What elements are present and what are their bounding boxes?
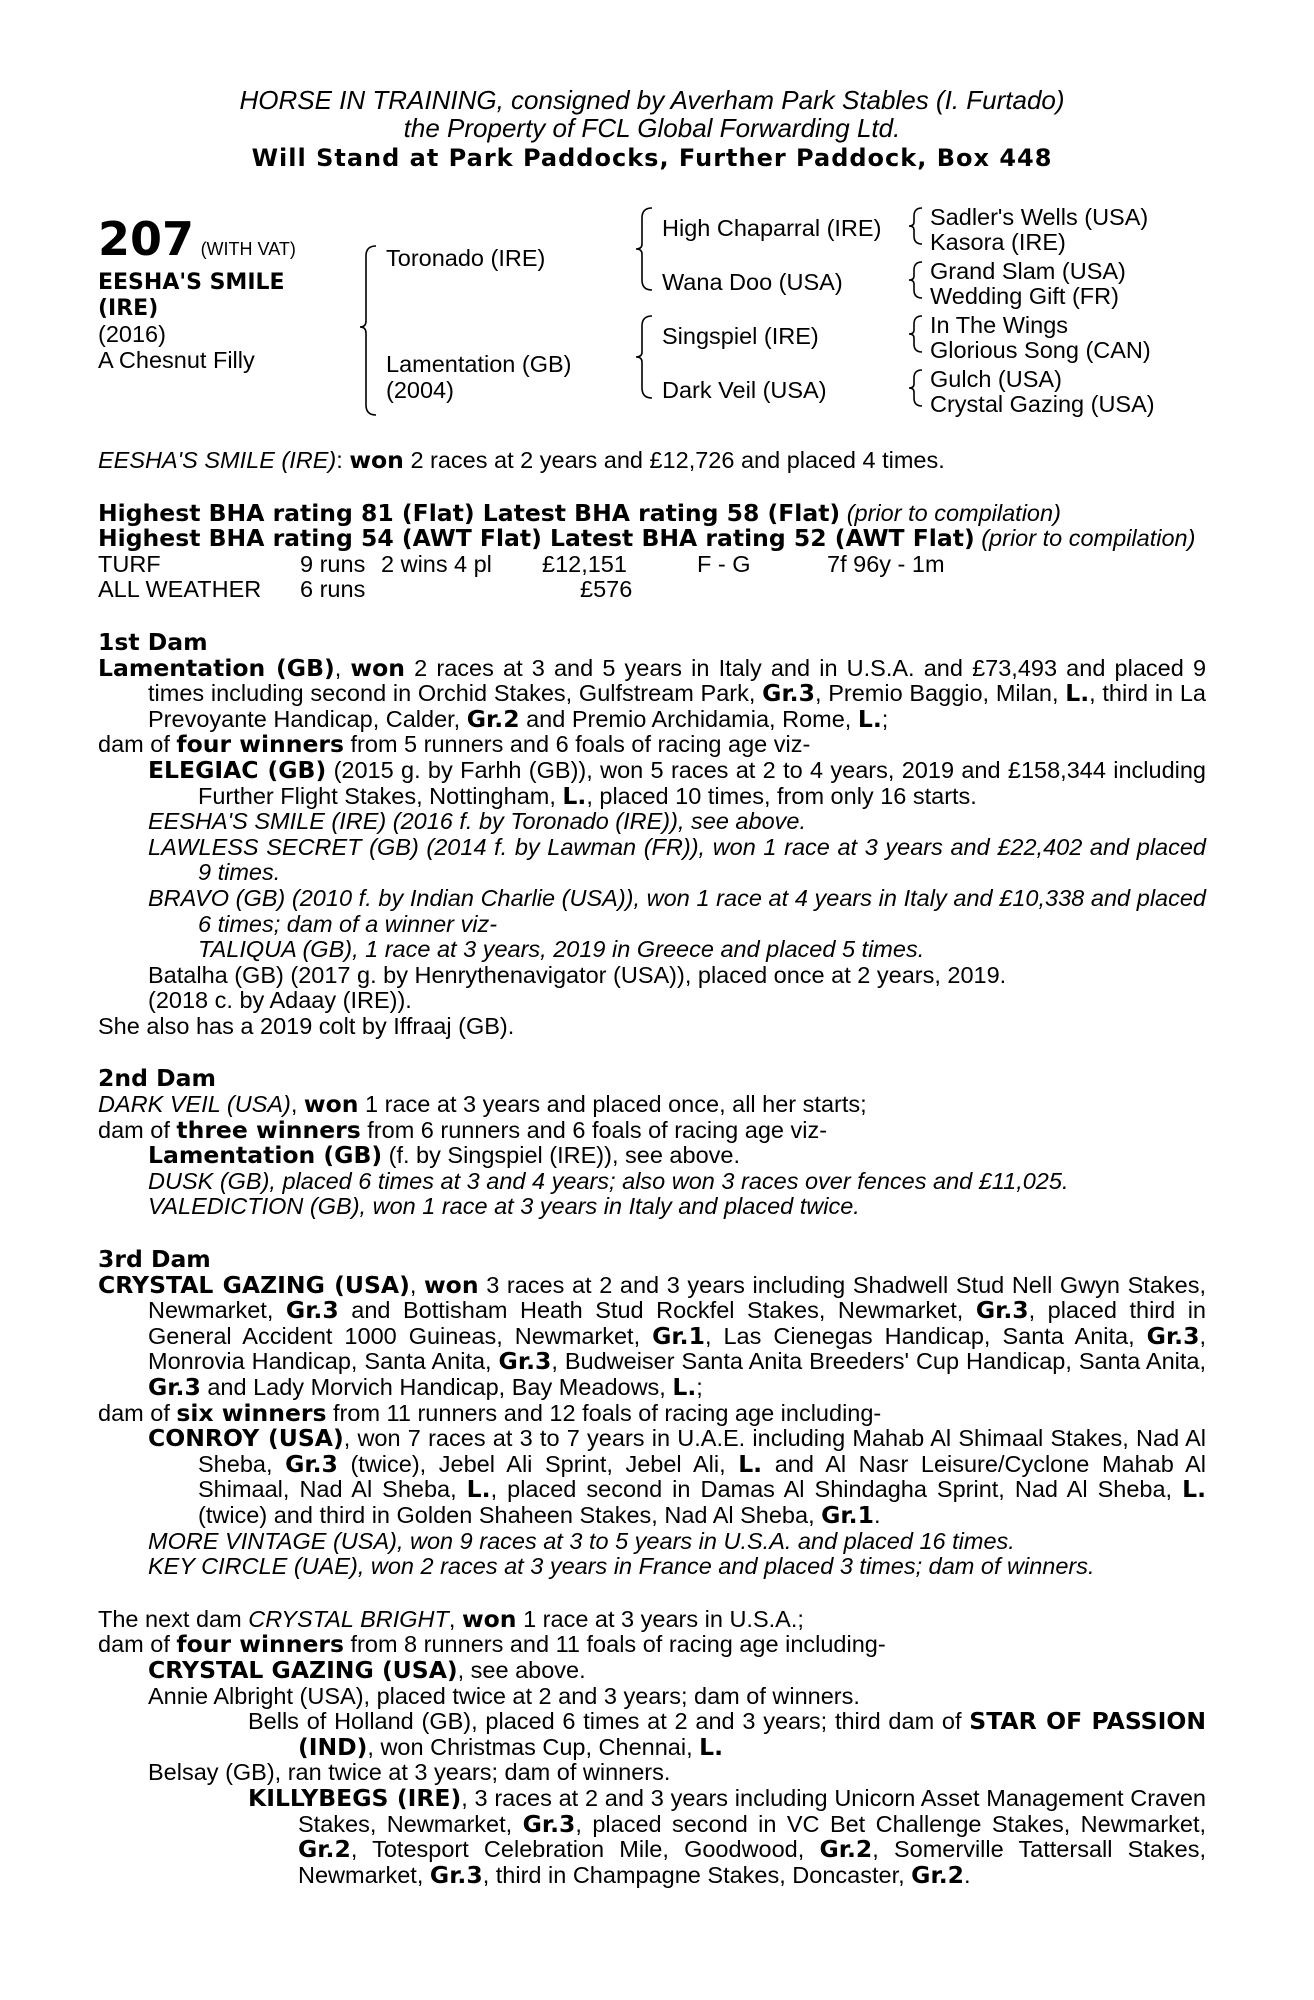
- dam-of-line: dam of six winners from 11 runners and 12 foals of racing age including-: [98, 1398, 882, 1427]
- vat-note: (WITH VAT): [200, 239, 296, 259]
- dam-record: DARK VEIL (USA), won 1 race at 3 years and placed once, all her starts;: [98, 1090, 867, 1119]
- great-grandparent-3: Grand Slam (USA): [930, 258, 1126, 284]
- list-item: ELEGIAC (GB) (2015 g. by Farhh (GB)), won 5 races at 2 to 4 years, 2019 and £158,344 including Further Flight Stakes, Nottingham, L., placed 10 times, from only 16 starts.: [148, 755, 1206, 810]
- sire: Toronado (IRE): [386, 245, 546, 271]
- consignor-line: HORSE IN TRAINING, consigned by Averham Park Stables (I. Furtado): [239, 85, 1065, 115]
- dam-dam: Dark Veil (USA): [662, 377, 827, 403]
- rating-flat: Highest BHA rating 81 (Flat) Latest BHA rating 58 (Flat) (prior to compilation): [98, 498, 1061, 527]
- table-row: ALL WEATHER 6 runs £576: [98, 576, 633, 603]
- list-item: She also has a 2019 colt by Iffraaj (GB).: [98, 1012, 515, 1039]
- bracket-g3: [909, 316, 922, 352]
- great-grandparent-7: Gulch (USA): [930, 366, 1062, 392]
- section-title: 1st Dam: [98, 627, 208, 656]
- great-grandparent-1: Sadler's Wells (USA): [930, 204, 1149, 230]
- pedigree-block: [98, 206, 1206, 446]
- great-grandparent-4: Wedding Gift (FR): [930, 283, 1119, 309]
- great-grandparent-6: Glorious Song (CAN): [930, 337, 1151, 363]
- bracket-parents: [360, 246, 376, 415]
- lot-number-line: [98, 212, 296, 266]
- table-row: TURF 9 runs 2 wins 4 pl £12,151 F - G 7f 96y - 1m: [98, 550, 945, 577]
- race-record-table: [98, 552, 945, 603]
- list-item: EESHA'S SMILE (IRE) (2016 f. by Toronado (IRE)), see above.: [148, 808, 806, 835]
- great-grandparent-5: In The Wings: [930, 312, 1069, 338]
- list-item: MORE VINTAGE (USA), won 9 races at 3 to 5 years in U.S.A. and placed 16 times.: [148, 1527, 1015, 1554]
- list-item: Annie Albright (USA), placed twice at 2 and 3 years; dam of winners.: [148, 1682, 860, 1709]
- list-item: Batalha (GB) (2017 g. by Henrythenavigator (USA)), placed once at 2 years, 2019.: [148, 961, 1007, 988]
- first-dam-section: [98, 627, 1207, 1040]
- dam-sire: Singspiel (IRE): [662, 323, 819, 349]
- dam-of-line: dam of three winners from 6 runners and 6 foals of racing age viz-: [98, 1115, 828, 1144]
- bracket-dam: [636, 316, 652, 398]
- horse-description: A Chesnut Filly: [98, 347, 255, 373]
- list-item: KEY CIRCLE (UAE), won 2 races at 3 years in France and placed 3 times; dam of winners.: [148, 1553, 1095, 1580]
- bracket-sire: [636, 208, 652, 290]
- sire-sire: High Chaparral (IRE): [662, 215, 882, 241]
- bracket-g2: [909, 262, 922, 298]
- race-summary: EESHA'S SMILE (IRE): won 2 races at 2 years and £12,726 and placed 4 times.: [98, 446, 945, 474]
- property-line: the Property of FCL Global Forwarding Ltd.: [403, 113, 901, 143]
- list-item: Bells of Holland (GB), placed 6 times at 2 and 3 years; third dam of STAR OF PASSION (IND), won Christmas Cup, Chennai, L.: [248, 1707, 1206, 1761]
- stabling-line: Will Stand at Park Paddocks, Further Paddock, Box 448: [251, 144, 1053, 172]
- list-item: TALIQUA (GB), 1 race at 3 years, 2019 in Greece and placed 5 times.: [198, 936, 925, 963]
- horse-name: EESHA'S SMILE: [98, 270, 285, 295]
- dam-year: (2004): [386, 377, 454, 403]
- dam-of-line: dam of four winners from 5 runners and 6 foals of racing age viz-: [98, 730, 811, 759]
- dam: Lamentation (GB): [386, 351, 572, 377]
- list-item: LAWLESS SECRET (GB) (2014 f. by Lawman (FR)), won 1 race at 3 years and £22,402 and placed 9 times.: [148, 833, 1206, 886]
- great-grandparent-2: Kasora (IRE): [930, 229, 1066, 255]
- list-item: Belsay (GB), ran twice at 3 years; dam of winners.: [148, 1759, 671, 1786]
- rating-awt: Highest BHA rating 54 (AWT Flat) Latest BHA rating 52 (AWT Flat) (prior to compilation): [98, 524, 1196, 553]
- list-item: DUSK (GB), placed 6 times at 3 and 4 years; also won 3 races over fences and £11,025.: [148, 1167, 1069, 1194]
- horse-year: (2016): [98, 321, 166, 347]
- catalogue-page: [98, 86, 1206, 1888]
- bracket-g1: [909, 208, 922, 244]
- next-dam-section: [98, 1604, 1207, 1889]
- second-dam-section: [98, 1066, 1206, 1220]
- section-title: 3rd Dam: [98, 1245, 211, 1274]
- great-grandparent-8: Crystal Gazing (USA): [930, 391, 1155, 417]
- list-item: BRAVO (GB) (2010 f. by Indian Charlie (USA)), won 1 race at 4 years in Italy and £10,338 and placed 6 times; dam of a winner viz-: [148, 884, 1206, 937]
- list-item: CONROY (USA), won 7 races at 3 to 7 years in U.A.E. including Mahab Al Shimaal Stakes, Nad Al Sheba, Gr.3 (twice), Jebel Ali Sprint, Jebel Ali, L. and Al Nasr Leisure/Cyclone Mahab Al Shimaal, Nad Al Sheba, L., placed second in Damas Al Shindagha Sprint, Nad Al Sheba, L. (twice) and third in Golden Shaheen Stakes, Nad Al Sheba, Gr.1.: [148, 1424, 1207, 1529]
- sire-dam: Wana Doo (USA): [662, 269, 843, 295]
- dam-of-line: dam of four winners from 8 runners and 11 foals of racing age including-: [98, 1630, 886, 1659]
- bracket-g4: [909, 370, 922, 406]
- list-item: (2018 c. by Adaay (IRE)).: [148, 987, 412, 1014]
- dam-record: The next dam CRYSTAL BRIGHT, won 1 race at 3 years in U.S.A.;: [98, 1604, 804, 1633]
- list-item: KILLYBEGS (IRE), 3 races at 2 and 3 years including Unicorn Asset Management Craven Stakes, Newmarket, Gr.3, placed second in VC Bet Challenge Stakes, Newmarket, Gr.2, Totesport Celebration Mile, Goodwood, Gr.2, Somerville Tattersall Stakes, Newmarket, Gr.3, third in Champagne Stakes, Doncaster, Gr.2.: [248, 1783, 1207, 1889]
- ratings-block: [98, 498, 1206, 603]
- third-dam-section: [98, 1247, 1206, 1580]
- horse-country: (IRE): [98, 296, 159, 321]
- dam-record: CRYSTAL GAZING (USA), won 3 races at 2 and 3 years including Shadwell Stud Nell Gwyn Stakes, Newmarket, Gr.3 and Bottisham Heath Stud Rockfel Stakes, Newmarket, Gr.3, placed third in General Accident 1000 Guineas, Newmarket, Gr.1, Las Cienegas Handicap, Santa Anita, Gr.3, Monrovia Handicap, Santa Anita, Gr.3, Budweiser Santa Anita Breeders' Cup Handicap, Santa Anita, Gr.3 and Lady Morvich Handicap, Bay Meadows, L.;: [98, 1270, 1206, 1401]
- list-item: CRYSTAL GAZING (USA), see above.: [148, 1655, 586, 1684]
- section-title: 2nd Dam: [98, 1064, 216, 1093]
- lot-number: 207: [98, 212, 195, 266]
- list-item: Lamentation (GB) (f. by Singspiel (IRE)), see above.: [148, 1141, 740, 1170]
- dam-record: Lamentation (GB), won 2 races at 3 and 5 years in Italy and in U.S.A. and £73,493 and placed 9 times including second in Orchid Stakes, Gulfstream Park, Gr.3, Premio Baggio, Milan, L., third in La Prevoyante Handicap, Calder, Gr.2 and Premio Archidamia, Rome, L.;: [98, 653, 1207, 733]
- list-item: VALEDICTION (GB), won 1 race at 3 years in Italy and placed twice.: [148, 1193, 860, 1220]
